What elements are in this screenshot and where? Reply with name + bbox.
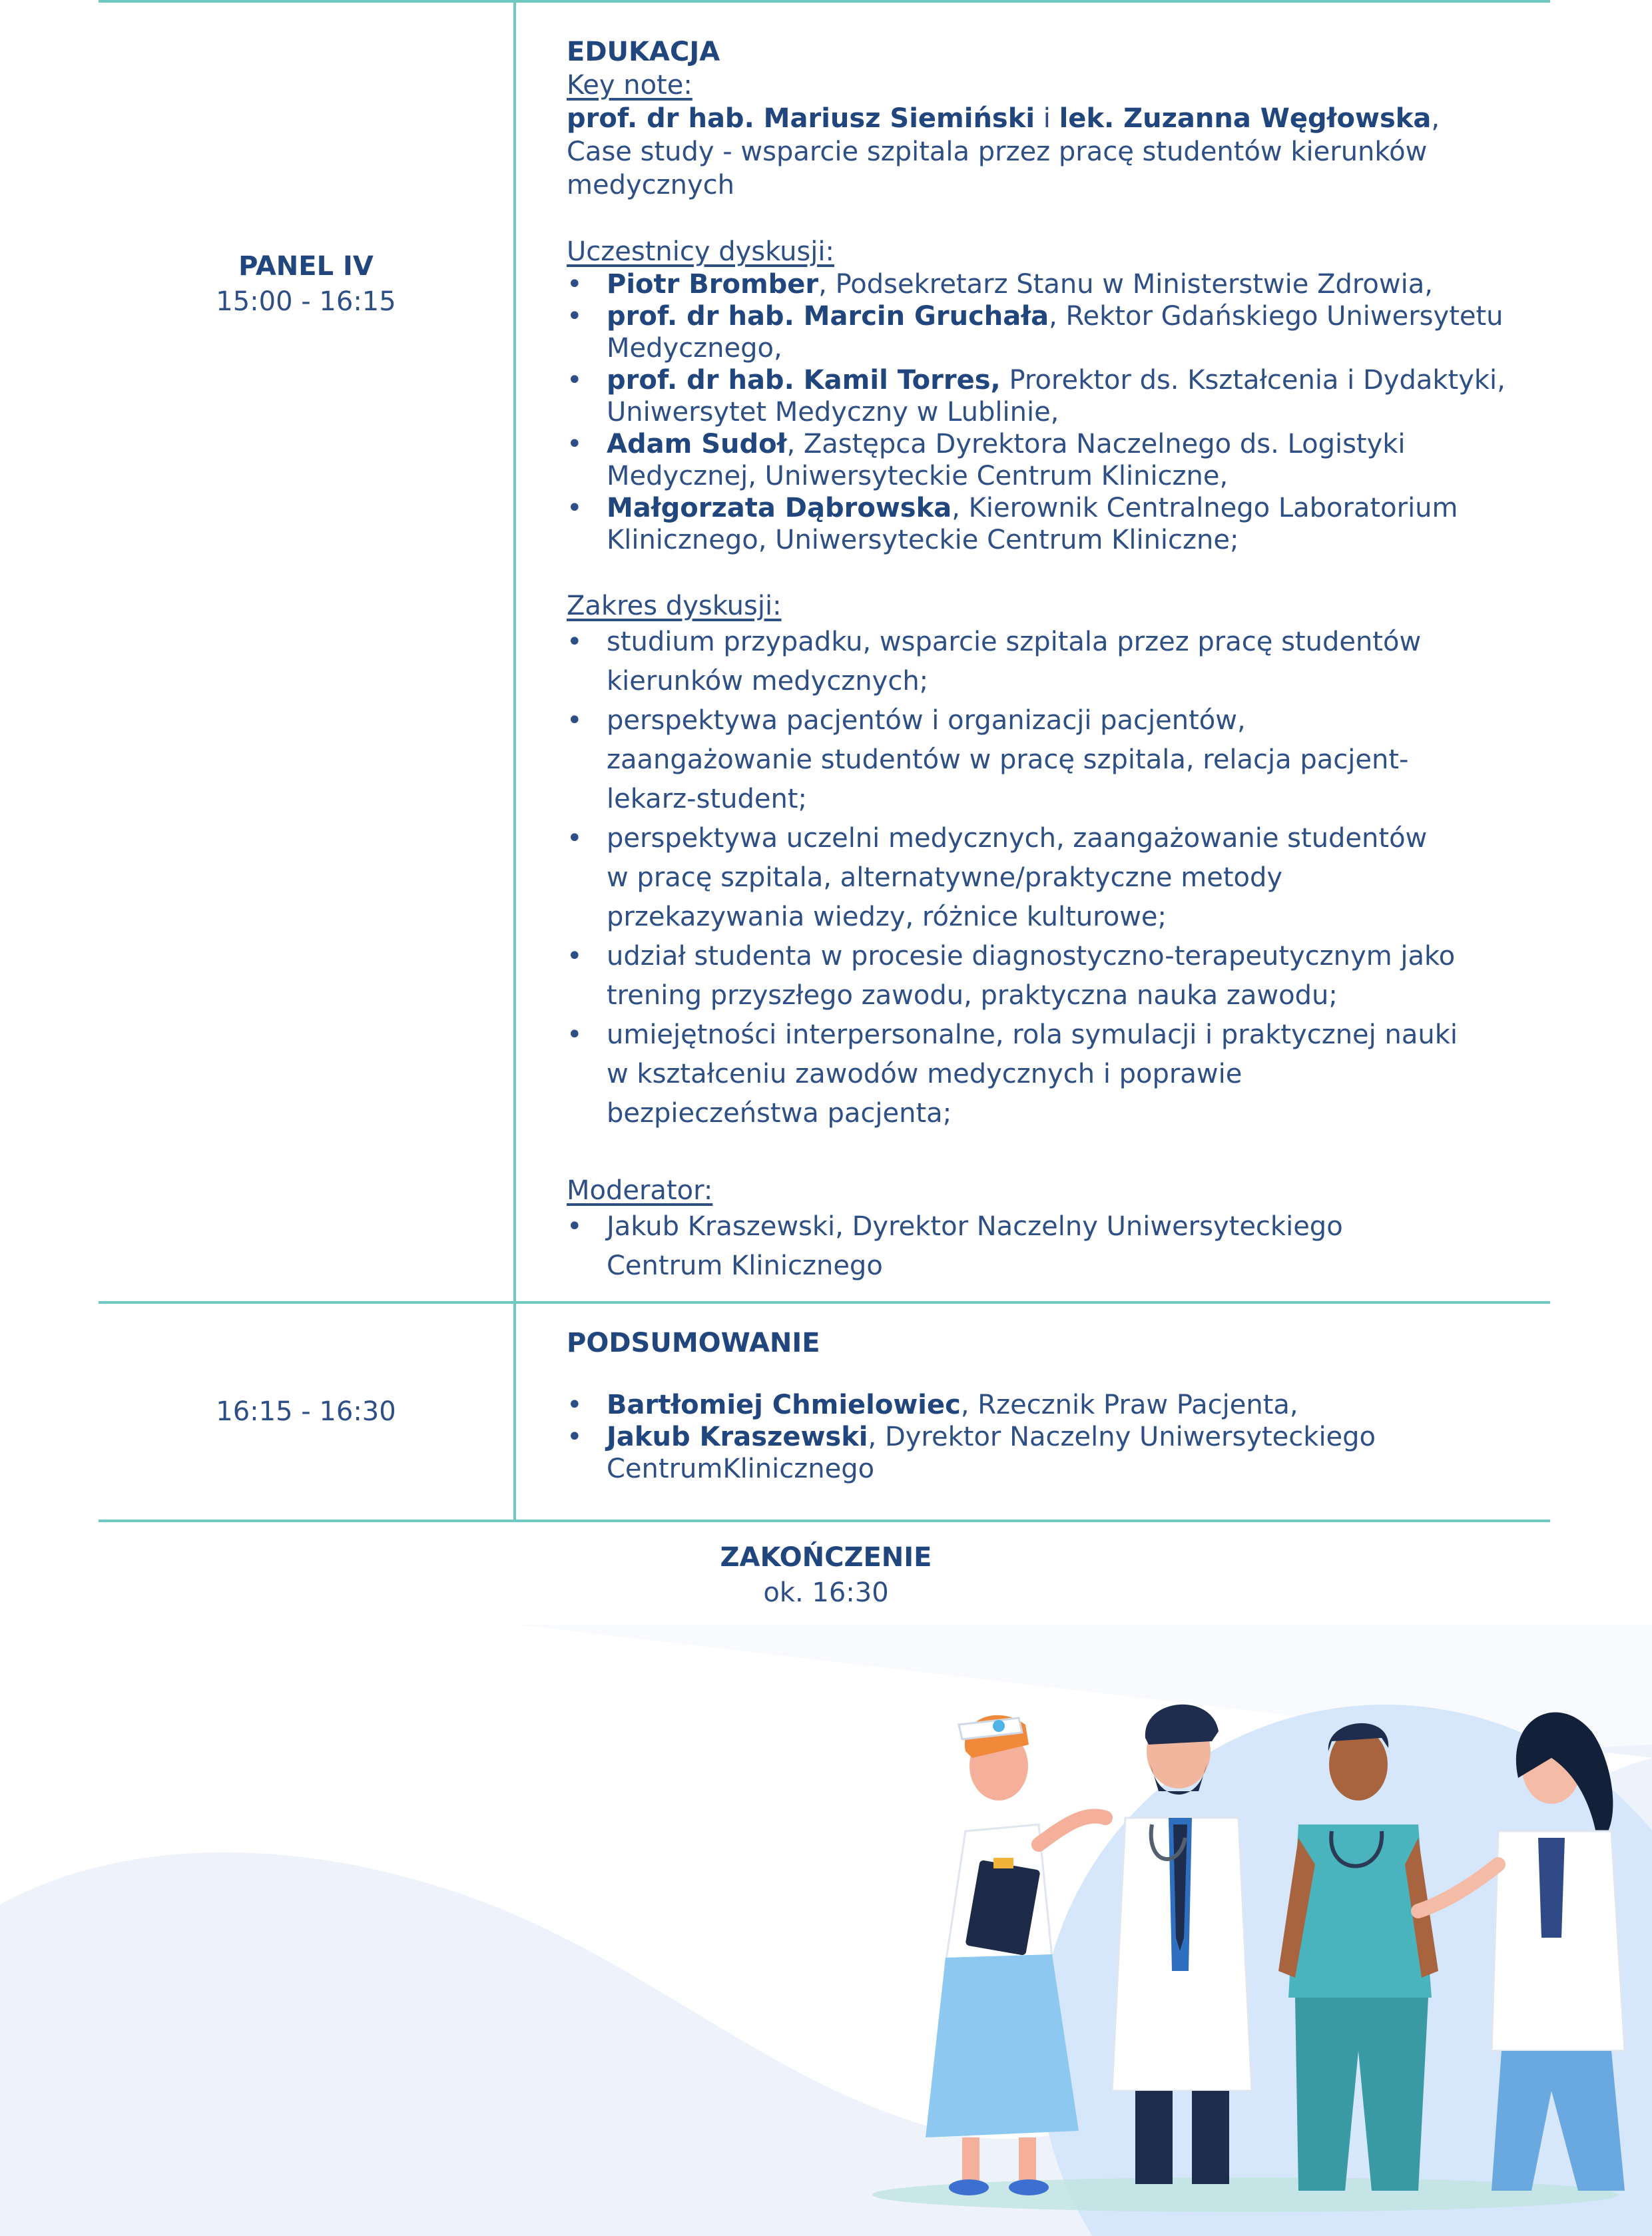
bullet: • <box>567 493 583 523</box>
participant-role: Medycznej, Uniwersyteckie Centrum Kliniczne, <box>607 461 1229 491</box>
panel-time-cell <box>99 248 513 319</box>
scope-text: udział studenta w procesie diagnostyczno-terapeutycznym jako <box>607 941 1456 972</box>
list-item <box>567 268 1512 300</box>
keynote-speaker: prof. dr hab. Mariusz Siemiński <box>567 103 1035 134</box>
medical-staff-illustration <box>0 1625 1652 2236</box>
keynote-label: Key note: <box>567 70 692 101</box>
participant-role: , Kierownik Centralnego Laboratorium <box>952 493 1458 523</box>
bullet: • <box>567 1390 583 1420</box>
scope-text: bezpieczeństwa pacjenta; <box>607 1098 952 1129</box>
scope-text: lekarz-student; <box>607 784 807 814</box>
moderator-label: Moderator: <box>567 1175 713 1206</box>
closing-section <box>0 1539 1652 1610</box>
keynote-topic: Case study - wsparcie szpitala przez pracę studentów kierunków <box>567 137 1428 167</box>
bullet: • <box>567 627 583 657</box>
participants-list <box>567 268 1512 556</box>
list-item <box>567 492 1512 556</box>
scope-text: trening przyszłego zawodu, praktyczna nauka zawodu; <box>607 980 1338 1011</box>
summary-list <box>567 1389 1512 1485</box>
scope-text: przekazywania wiedzy, różnice kulturowe; <box>607 902 1167 932</box>
moderator-text: Jakub Kraszewski, Dyrektor Naczelny Uniwersyteckiego <box>607 1211 1343 1242</box>
participant-name: Małgorzata Dąbrowska <box>607 493 952 523</box>
scope-text: perspektywa uczelni medycznych, zaangażowanie studentów <box>607 823 1428 854</box>
bullet: • <box>567 705 583 736</box>
moderator-list <box>567 1207 1512 1286</box>
list-item <box>567 1389 1512 1421</box>
list-item <box>567 819 1512 937</box>
summary-name: Jakub Kraszewski <box>607 1422 868 1452</box>
bullet: • <box>567 941 583 972</box>
keynote-speaker: lek. Zuzanna Węgłowska <box>1059 103 1432 134</box>
bullet: • <box>567 365 583 396</box>
scope-label: Zakres dyskusji: <box>567 591 782 621</box>
participant-role: , Podsekretarz Stanu w Ministerstwie Zdrowia, <box>818 269 1433 300</box>
summary-content <box>567 1326 1512 1485</box>
list-item <box>567 428 1512 492</box>
summary-name: Bartłomiej Chmielowiec <box>607 1390 961 1420</box>
participant-role: , Rektor Gdańskiego Uniwersytetu <box>1049 301 1504 332</box>
scope-text: perspektywa pacjentów i organizacji pacjentów, <box>607 705 1246 736</box>
panel-title: EDUKACJA <box>567 37 720 67</box>
participant-name: Piotr Bromber <box>607 269 819 300</box>
panel-label: PANEL IV <box>238 251 374 282</box>
list-item <box>567 1207 1512 1286</box>
summary-time-cell <box>99 1394 513 1429</box>
moderator-text: Centrum Klinicznego <box>607 1251 883 1281</box>
summary-role: , Dyrektor Naczelny Uniwersyteckiego <box>868 1422 1376 1452</box>
table-column-divider-2 <box>513 1301 516 1521</box>
scope-text: umiejętności interpersonalne, rola symulacji i praktycznej nauki <box>607 1019 1458 1050</box>
bullet: • <box>567 269 583 300</box>
bullet: • <box>567 429 583 459</box>
scope-text: w pracę szpitala, alternatywne/praktyczne metody <box>607 862 1283 893</box>
summary-time: 16:15 - 16:30 <box>216 1396 396 1427</box>
closing-title: ZAKOŃCZENIE <box>720 1542 932 1573</box>
keynote-comma: , <box>1431 103 1440 134</box>
summary-title: PODSUMOWANIE <box>567 1328 820 1358</box>
scope-text: w kształceniu zawodów medycznych i poprawie <box>607 1059 1242 1089</box>
participant-name: Adam Sudoł <box>607 429 787 459</box>
keynote-speakers <box>567 102 1512 135</box>
participant-role: Klinicznego, Uniwersyteckie Centrum Kliniczne; <box>607 525 1239 555</box>
bullet: • <box>567 1422 583 1452</box>
bullet: • <box>567 1019 583 1050</box>
list-item <box>567 1421 1512 1485</box>
table-row-divider-2 <box>99 1520 1550 1522</box>
scope-text: kierunków medycznych; <box>607 666 929 697</box>
table-column-divider-1 <box>513 0 516 1302</box>
table-row-divider-1 <box>99 1301 1550 1304</box>
participant-role: , Zastępca Dyrektora Naczelnego ds. Logistyki <box>786 429 1406 459</box>
bullet: • <box>567 1211 583 1242</box>
panel-time: 15:00 - 16:15 <box>216 286 396 317</box>
table-top-border <box>99 0 1550 3</box>
scope-text: zaangażowanie studentów w pracę szpitala, relacja pacjent- <box>607 744 1409 775</box>
list-item <box>567 701 1512 819</box>
participant-role: Prorektor ds. Kształcenia i Dydaktyki, <box>1000 365 1506 396</box>
list-item <box>567 364 1512 428</box>
closing-time: ok. 16:30 <box>763 1577 889 1608</box>
list-item <box>567 1015 1512 1133</box>
panel-content <box>567 35 1512 1286</box>
list-item <box>567 937 1512 1015</box>
scope-text: studium przypadku, wsparcie szpitala przez pracę studentów <box>607 627 1422 657</box>
participant-name: prof. dr hab. Marcin Gruchała <box>607 301 1049 332</box>
summary-role: CentrumKlinicznego <box>607 1454 875 1484</box>
list-item <box>567 623 1512 701</box>
bullet: • <box>567 301 583 332</box>
summary-role: , Rzecznik Praw Pacjenta, <box>960 1390 1298 1420</box>
participant-role: Uniwersytet Medyczny w Lublinie, <box>607 397 1059 427</box>
participants-label: Uczestnicy dyskusji: <box>567 236 834 267</box>
scope-list <box>567 623 1512 1133</box>
participant-name: prof. dr hab. Kamil Torres, <box>607 365 1001 396</box>
participant-role: Medycznego, <box>607 333 782 364</box>
keynote-topic: medycznych <box>567 170 734 200</box>
bullet: • <box>567 823 583 854</box>
keynote-and: i <box>1035 103 1059 134</box>
list-item <box>567 300 1512 364</box>
